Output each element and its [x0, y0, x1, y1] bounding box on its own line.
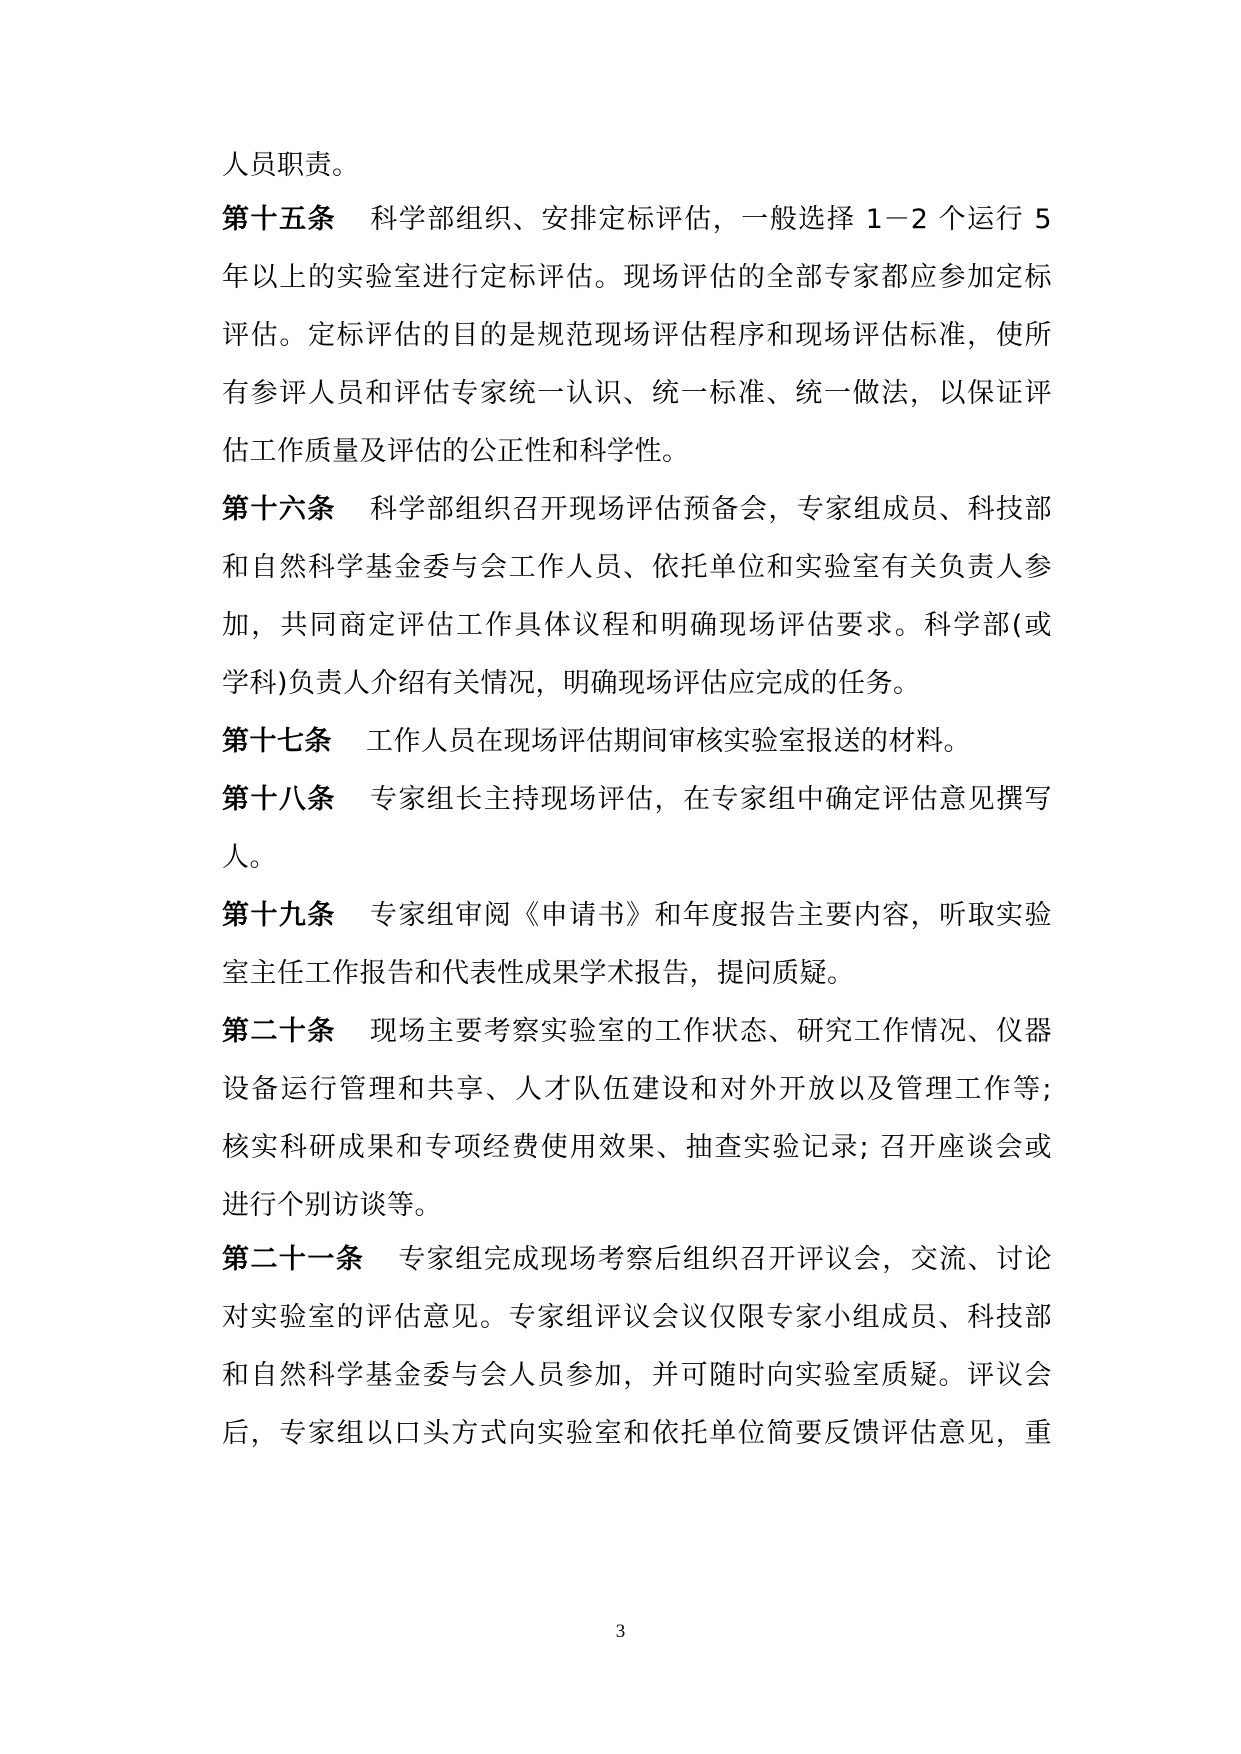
line-text: 和自然科学基金委与会工作人员、依托单位和实验室有关负责人参 [222, 552, 1052, 583]
page-number: 3 [615, 1621, 626, 1642]
line-text: 年以上的实验室进行定标评估。现场评估的全部专家都应参加定标 [222, 262, 1052, 293]
line-text: 科学部组织、安排定标评估，一般选择 1－2 个运行 5 [370, 204, 1053, 235]
article-18-line [222, 780, 1052, 820]
text-line [222, 258, 1052, 298]
line-text: 室主任工作报告和代表性成果学术报告，提问质疑。 [222, 958, 855, 989]
article-heading: 第二十条 [222, 1016, 336, 1047]
text-line [222, 1186, 1052, 1226]
line-text: 对实验室的评估意见。专家组评议会议仅限专家小组成员、科技部 [222, 1302, 1052, 1333]
line-text: 后，专家组以口头方式向实验室和依托单位简要反馈评估意见，重 [222, 1418, 1052, 1449]
text-line [222, 1070, 1052, 1110]
line-text: 学科)负责人介绍有关情况，明确现场评估应完成的任务。 [222, 668, 921, 699]
text-line [222, 664, 1052, 704]
line-text: 估工作质量及评估的公正性和科学性。 [222, 436, 690, 467]
line-text: 人员职责。 [222, 150, 360, 181]
article-16-line [222, 490, 1052, 530]
line-text: 有参评人员和评估专家统一认识、统一标准、统一做法，以保证评 [222, 378, 1052, 409]
article-15-line [222, 200, 1052, 240]
text-line [222, 1128, 1052, 1168]
article-heading: 第十五条 [222, 204, 337, 235]
article-heading: 第十八条 [222, 784, 336, 815]
text-line [222, 146, 1052, 186]
line-text: 进行个别访谈等。 [222, 1190, 442, 1221]
line-text: 加，共同商定评估工作具体议程和明确现场评估要求。科学部(或 [222, 610, 1052, 641]
text-line [222, 838, 1052, 878]
text-line [222, 954, 1052, 994]
article-heading: 第二十一条 [222, 1244, 365, 1275]
line-text: 和自然科学基金委与会人员参加，并可随时向实验室质疑。评议会 [222, 1360, 1052, 1391]
article-heading: 第十九条 [222, 900, 336, 931]
text-line [222, 548, 1052, 588]
article-heading: 第十七条 [222, 726, 332, 757]
line-text: 人。 [222, 842, 277, 873]
text-line [222, 1414, 1052, 1454]
line-text: 科学部组织召开现场评估预备会，专家组成员、科技部 [369, 494, 1053, 525]
article-21-line [222, 1240, 1052, 1280]
line-text: 工作人员在现场评估期间审核实验室报送的材料。 [366, 726, 971, 757]
line-text: 核实科研成果和专项经费使用效果、抽查实验记录; 召开座谈会或 [222, 1132, 1052, 1163]
article-19-line [222, 896, 1052, 936]
line-text: 现场主要考察实验室的工作状态、研究工作情况、仪器 [369, 1016, 1053, 1047]
text-line [222, 1356, 1052, 1396]
text-line [222, 374, 1052, 414]
article-heading: 第十六条 [222, 494, 336, 525]
article-17-line [222, 722, 1052, 762]
line-text: 专家组完成现场考察后组织召开评议会，交流、讨论 [398, 1244, 1053, 1275]
line-text: 评估。定标评估的目的是规范现场评估程序和现场评估标准，使所 [222, 320, 1052, 351]
line-text: 设备运行管理和共享、人才队伍建设和对外开放以及管理工作等; [222, 1074, 1052, 1105]
line-text: 专家组长主持现场评估，在专家组中确定评估意见撰写 [369, 784, 1053, 815]
text-line [222, 606, 1052, 646]
text-line [222, 432, 1052, 472]
text-line [222, 316, 1052, 356]
article-20-line [222, 1012, 1052, 1052]
text-line [222, 1298, 1052, 1338]
line-text: 专家组审阅《申请书》和年度报告主要内容，听取实验 [369, 900, 1053, 931]
